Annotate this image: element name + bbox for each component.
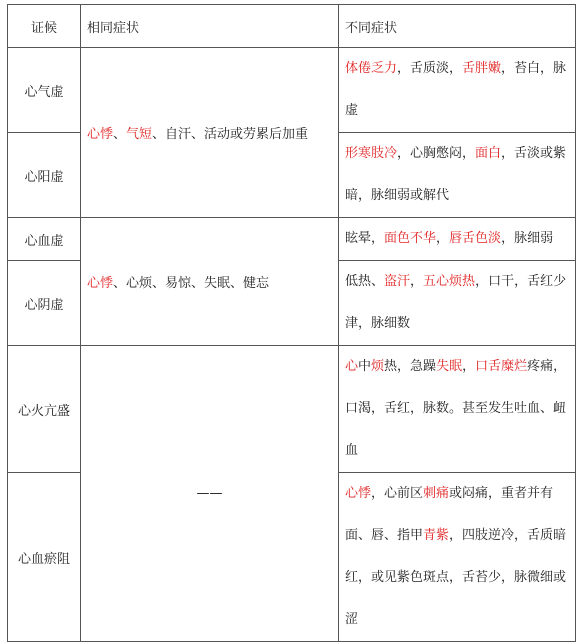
key-symptom-text: 体倦乏力 <box>345 61 398 76</box>
key-symptom-text: 心悸 <box>345 486 372 501</box>
symptom-text: ，四肢逆冷，舌质暗红，或见紫色斑点，舌苔少，脉微细或涩 <box>345 528 567 627</box>
key-symptom-text: 心悸 <box>87 127 114 142</box>
symptom-text: 低热、 <box>345 274 385 289</box>
key-symptom-text: 形寒肢冷 <box>345 146 398 161</box>
syndrome-comparison-table <box>7 4 576 642</box>
symptom-text: 、自汗、活动或劳累后加重 <box>152 127 309 142</box>
symptom-text: ，口干，舌红少津，脉细数 <box>345 274 567 331</box>
syndrome-name: 心阴虚 <box>8 261 81 346</box>
key-symptom-text: 心 <box>345 359 359 374</box>
key-symptom-text: 气短 <box>126 127 153 142</box>
table-row <box>8 48 576 133</box>
common-symptoms-cell <box>81 346 339 642</box>
syndrome-name: 心阳虚 <box>8 133 81 218</box>
symptom-text: ，舌淡或紫暗，脉细弱或解代 <box>345 146 567 203</box>
symptom-text: ， <box>462 359 476 374</box>
key-symptom-text: 五心烦热 <box>423 274 476 289</box>
symptom-text: 、心烦、易惊、失眠、健忘 <box>113 276 270 291</box>
table-row <box>8 218 576 261</box>
syndrome-name: 心气虚 <box>8 48 81 133</box>
table-row <box>8 346 576 473</box>
different-symptoms-cell <box>339 261 576 346</box>
symptom-text: ，脉细弱 <box>501 231 554 246</box>
symptom-text: 、 <box>113 127 127 142</box>
different-symptoms-cell <box>339 218 576 261</box>
syndrome-name: 心血瘀阻 <box>8 473 81 642</box>
symptom-text: 疼痛，口渴，舌红，脉数。甚至发生吐血、衄血 <box>345 359 567 458</box>
key-symptom-text: 唇舌色淡 <box>449 231 502 246</box>
symptom-text: ，舌质淡， <box>397 61 463 76</box>
header-different-symptoms: 不同症状 <box>339 5 576 48</box>
key-symptom-text: 烦 <box>371 359 385 374</box>
common-symptoms-cell <box>81 48 339 218</box>
dash-placeholder: —— <box>196 486 223 501</box>
symptom-text: 热，急躁 <box>384 359 437 374</box>
key-symptom-text: 青紫 <box>423 528 450 543</box>
header-syndrome: 证候 <box>8 5 81 48</box>
symptom-text: ， <box>436 231 450 246</box>
key-symptom-text: 舌胖嫩 <box>462 61 502 76</box>
different-symptoms-cell <box>339 346 576 473</box>
key-symptom-text: 心悸 <box>87 276 114 291</box>
symptom-text: 或闷痛，重者并有面、唇、指甲 <box>345 486 554 543</box>
different-symptoms-cell <box>339 133 576 218</box>
symptom-text: ，心胸憋闷， <box>397 146 476 161</box>
key-symptom-text: 盗汗 <box>384 274 411 289</box>
symptom-text: ，苔白，脉虚 <box>345 61 567 118</box>
key-symptom-text: 口舌糜烂 <box>475 359 528 374</box>
syndrome-name: 心火亢盛 <box>8 346 81 473</box>
different-symptoms-cell <box>339 48 576 133</box>
header-common-symptoms: 相同症状 <box>81 5 339 48</box>
key-symptom-text: 面色不华 <box>384 231 437 246</box>
symptom-text: ，心前区 <box>371 486 424 501</box>
symptom-text: 中 <box>358 359 372 374</box>
symptom-text: 眩晕， <box>345 231 385 246</box>
syndrome-name: 心血虚 <box>8 218 81 261</box>
header-row <box>8 5 576 48</box>
symptom-text: ， <box>410 274 424 289</box>
different-symptoms-cell <box>339 473 576 642</box>
key-symptom-text: 失眠 <box>436 359 463 374</box>
common-symptoms-cell <box>81 218 339 346</box>
key-symptom-text: 面白 <box>475 146 502 161</box>
key-symptom-text: 刺痛 <box>423 486 450 501</box>
